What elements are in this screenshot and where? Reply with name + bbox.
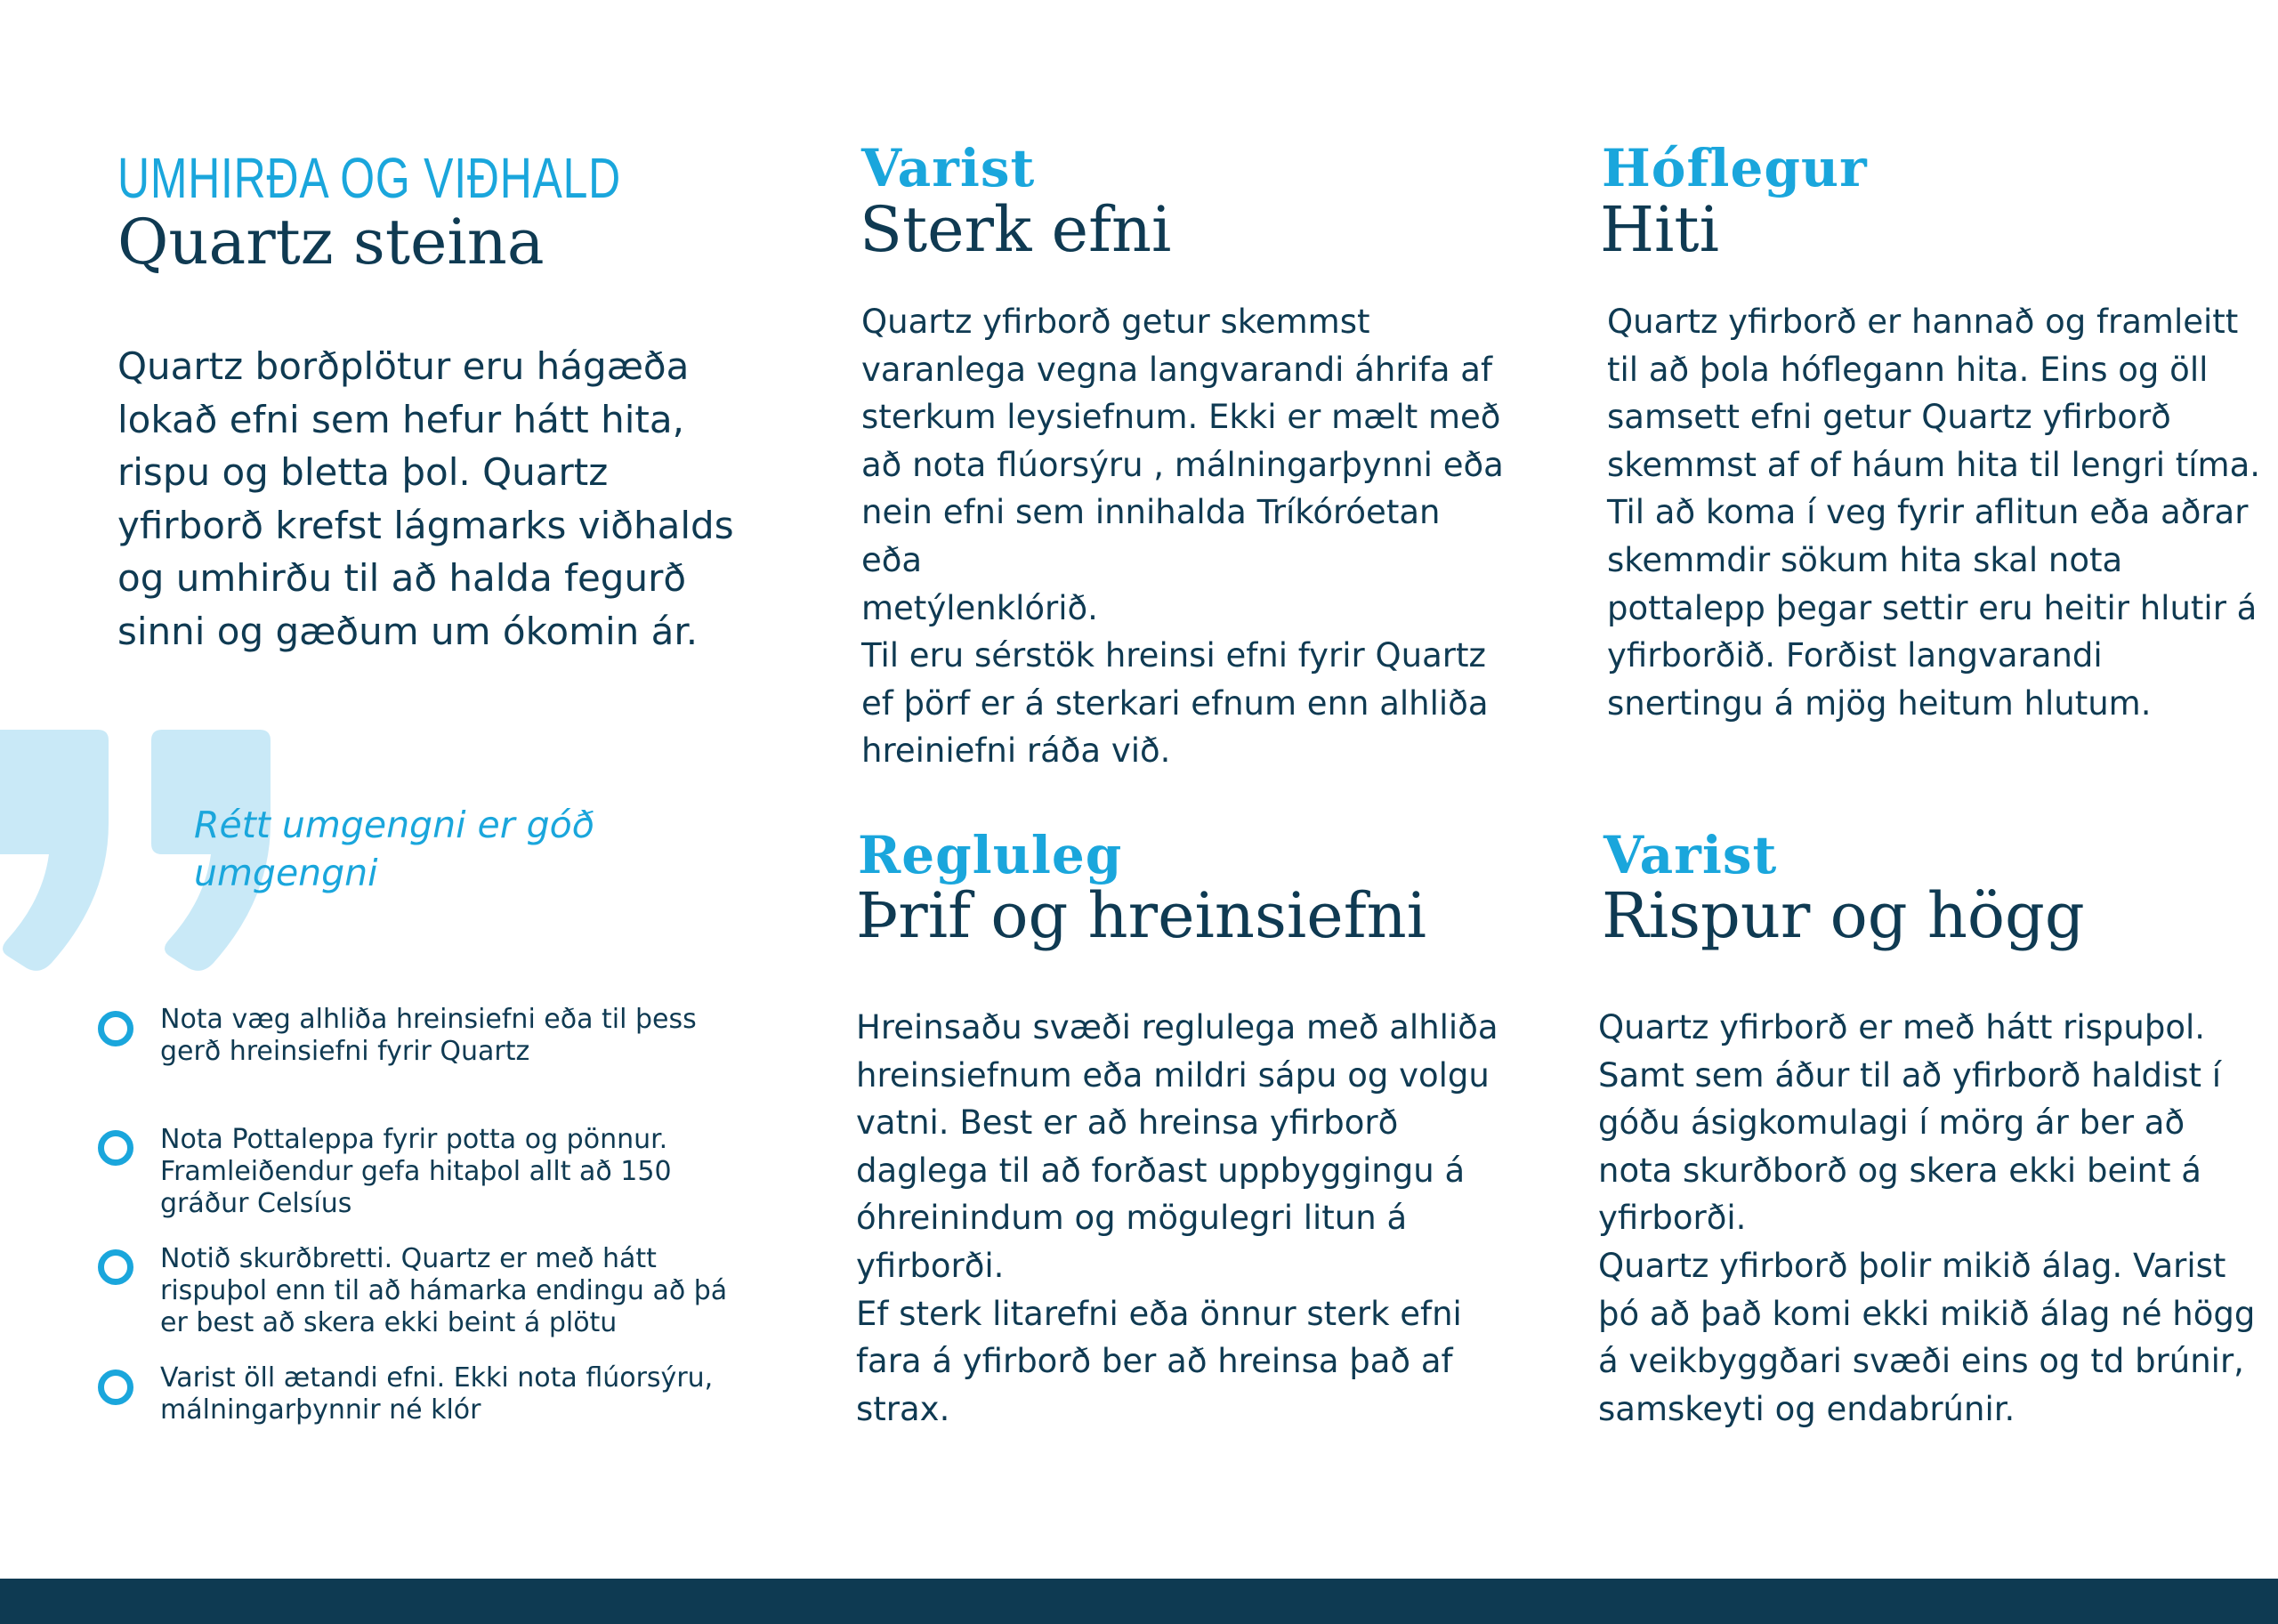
section-text: Quartz yfirborð er með hátt rispuþol. Samt sem áður til að yfirborð haldist í góðu ásigkomulagi í mörg ár ber að nota skurðborð og skera ekki beint á yfirborði. Quartz yfirborð þolir mikið álag. Varist þó að það komi ekki mikið álag né högg á veikbyggðari svæði eins og td brúnir, samskeyti og endabrúnir.: [1598, 1008, 2256, 1428]
section-title: Rispur og högg: [1602, 879, 2085, 952]
intro-text: Quartz borðplötur eru hágæða lokað efni sem hefur hátt hita, rispu og bletta þol. Quartz yfirborð krefst lágmarks viðhalds og umhirðu til að halda fegurð sinni og gæðum um ókomin ár.: [117, 344, 734, 653]
tip-item: Nota væg alhliða hreinsiefni eða til þess gerð hreinsiefni fyrir Quartz: [160, 1004, 697, 1067]
section-kicker: Regluleg: [858, 825, 1123, 885]
section-title: Sterk efni: [860, 193, 1172, 266]
bullet-ring-icon: [98, 1011, 133, 1046]
section-text: Quartz yfirborð getur skemmst varanlega vegna langvarandi áhrifa af sterkum leysiefnum. Ekki er mælt með að nota flúorsýru , málningarþynni eða nein efni sem innihalda Tríkóróetan eða metýlenklórið. Til eru sérstök hreinsi efni fyrir Quartz ef þörf er á sterkari efnum enn alhliða hreiniefni ráða við.: [861, 303, 1504, 771]
section-kicker: Hóflegur: [1602, 138, 1868, 198]
bullet-ring-icon: [98, 1369, 133, 1405]
section-title: Hiti: [1600, 193, 1719, 266]
tip-item: Notið skurðbretti. Quartz er með hátt rispuþol enn til að hámarka endingu að þá er best að skera ekki beint á plötu: [160, 1243, 728, 1338]
quote-text: Rétt umgengni er góð umgengni: [194, 804, 594, 894]
intro-title: Quartz steina: [117, 206, 545, 279]
footer-bar: [0, 1579, 2278, 1624]
section-text: Hreinsaðu svæði reglulega með alhliða hreinsiefnum eða mildri sápu og volgu vatni. Best er að hreinsa yfirborð daglega til að forðast uppbyggingu á óhreinindum og mögulegri litun á yfirborði. Ef sterk litarefni eða önnur sterk efni fara á yfirborð ber að hreinsa það af strax.: [856, 1008, 1498, 1428]
bullet-ring-icon: [98, 1249, 133, 1285]
section-text: Quartz yfirborð er hannað og framleitt til að þola hóflegann hita. Eins og öll samsett efni getur Quartz yfirborð skemmst af of háum hita til lengri tíma. Til að koma í veg fyrir aflitun eða aðrar skemmdir sökum hita skal nota pottalepp þegar settir eru heitir hlutir á yfirborðið. Forðist langvarandi snertingu á mjög heitum hlutum.: [1607, 303, 2261, 723]
intro-kicker: UMHIRÐA OG VIÐHALD: [117, 146, 622, 210]
tip-item: Varist öll ætandi efni. Ekki nota flúorsýru, málningarþynnir né klór: [160, 1362, 714, 1426]
bullet-ring-icon: [98, 1130, 133, 1166]
tip-item: Nota Pottaleppa fyrir potta og pönnur. Framleiðendur gefa hitaþol allt að 150 gráður Celsíus: [160, 1124, 672, 1219]
section-kicker: Varist: [861, 138, 1036, 198]
section-kicker: Varist: [1603, 825, 1778, 885]
section-title: Þrif og hreinsiefni: [856, 879, 1427, 952]
